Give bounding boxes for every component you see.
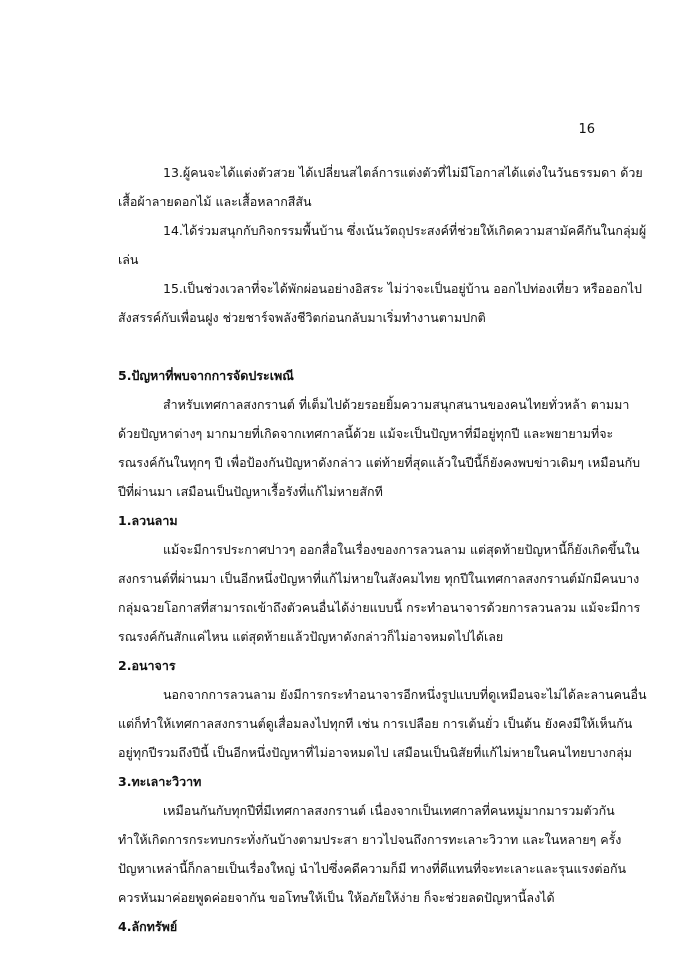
section-heading: 5.ปัญหาที่พบจากการจัดประเพณี (118, 368, 294, 383)
text-line: เล่น (118, 252, 139, 267)
text-line: สำหรับเทศกาลสงกรานต์ ที่เต็มไปด้วยรอยยิ้มความสนุกสนานของคนไทยทั่วหล้า ตามมา (163, 397, 630, 412)
document-body (118, 158, 647, 941)
text-line: เหมือนกันกับทุกปีที่มีเทศกาลสงกรานต์ เนื่องจากเป็นเทศกาลที่คนหมู่มากมารวมตัวกัน (163, 803, 615, 818)
subsection-body (118, 680, 647, 767)
text-line: สังสรรค์กับเพื่อนฝูง ช่วยชาร์จพลังชีวิตก่อนกลับมาเริ่มทำงานตามปกติ (118, 310, 486, 325)
benefit-item-15 (118, 274, 642, 332)
text-line: เสื้อผ้าลายดอกไม้ และเสื้อหลากสีสัน (118, 194, 312, 209)
subsection-body (118, 796, 627, 912)
text-line: ปีที่ผ่านมา เสมือนเป็นปัญหาเรื้อรังที่แก้ไม่หายสักที (118, 484, 383, 499)
benefit-item-14 (118, 216, 647, 274)
text-line: 15.เป็นช่วงเวลาที่จะได้พักผ่อนอย่างอิสระ ไม่ว่าจะเป็นอยู่บ้าน ออกไปท่องเที่ยว หรือออกไป (163, 281, 642, 296)
section-intro (118, 390, 641, 506)
text-line: 13.ผู้คนจะได้แต่งตัวสวย ได้เปลี่ยนสไตล์การแต่งตัวที่ไม่มีโอกาสได้แต่งในวันธรรมดา ด้วย (163, 165, 643, 180)
text-line: ควรหันมาค่อยพูดค่อยจากัน ขอโทษให้เป็น ให้อภัยให้ง่าย ก็จะช่วยลดปัญหานี้ลงได้ (118, 890, 555, 905)
text-line: นอกจากการลวนลาม ยังมีการกระทำอนาจารอีกหนึ่งรูปแบบที่ดูเหมือนจะไม่ได้ละลานคนอื่น (163, 687, 647, 702)
benefit-item-13 (118, 158, 643, 216)
text-line: สงกรานต์ที่ผ่านมา เป็นอีกหนึ่งปัญหาที่แก้ไม่หายในสังคมไทย ทุกปีในเทศกาลสงกรานต์มักมีคนบาง (118, 571, 640, 586)
text-line: กลุ่มฉวยโอกาสที่สามารถเข้าถึงตัวคนอื่นได้ง่ายแบบนี้ กระทำอนาจารด้วยการลวนลวม แม้จะมีการ (118, 600, 641, 615)
subsection-body (118, 535, 641, 651)
subsection-heading: 4.ลักทรัพย์ (118, 919, 178, 934)
subsection-heading: 1.ลวนลาม (118, 513, 178, 528)
text-line: 14.ได้ร่วมสนุกกับกิจกรรมพื้นบ้าน ซึ่งเน้นวัตถุประสงค์ที่ช่วยให้เกิดความสามัคคีกันในกลุ่มผู้ (163, 223, 647, 238)
text-line: ทำให้เกิดการกระทบกระทั่งกันบ้างตามประสา ยาวไปจนถึงการทะเลาะวิวาท และในหลายๆ ครั้ง (118, 832, 622, 847)
text-line: รณรงค์กันในทุกๆ ปี เพื่อป้องกันปัญหาดังกล่าว แต่ท้ายที่สุดแล้วในปีนี้ก็ยังคงพบข่าวเดิมๆ เหมือนกับ (118, 455, 641, 470)
text-line: ด้วยปัญหาต่างๆ มากมายที่เกิดจากเทศกาลนี้ด้วย แม้จะเป็นปัญหาที่มีอยู่ทุกปี และพยายามที่จะ (118, 426, 614, 441)
text-line: อยู่ทุกปีรวมถึงปีนี้ เป็นอีกหนึ่งปัญหาที่ไม่อาจหมดไป เสมือนเป็นนิสัยที่แก้ไม่หายในคนไทยบางกลุ่ม (118, 745, 632, 760)
page-number: 16 (578, 122, 595, 137)
text-line: แม้จะมีการประกาศปาวๆ ออกสื่อในเรื่องของการลวนลาม แต่สุดท้ายปัญหานี้ก็ยังเกิดขึ้นใน (163, 542, 640, 557)
subsection-heading: 2.อนาจาร (118, 658, 176, 673)
text-line: รณรงค์กันสักแค่ไหน แต่สุดท้ายแล้วปัญหาดังกล่าวก็ไม่อาจหมดไปได้เลย (118, 629, 504, 644)
text-line: แต่ก็ทำให้เทศกาลสงกรานต์ดูเสื่อมลงไปทุกที เช่น การเปลือย การเต้นยั่ว เป็นต้น ยังคงมีให้เห็นกัน (118, 716, 633, 731)
text-line: ปัญหาเหล่านี้ก็กลายเป็นเรื่องใหญ่ นำไปซึ่งคดีความก็มี ทางที่ดีแทนที่จะทะเลาะและรุนแรงต่อกัน (118, 861, 627, 876)
subsection-heading: 3.ทะเลาะวิวาท (118, 774, 202, 789)
